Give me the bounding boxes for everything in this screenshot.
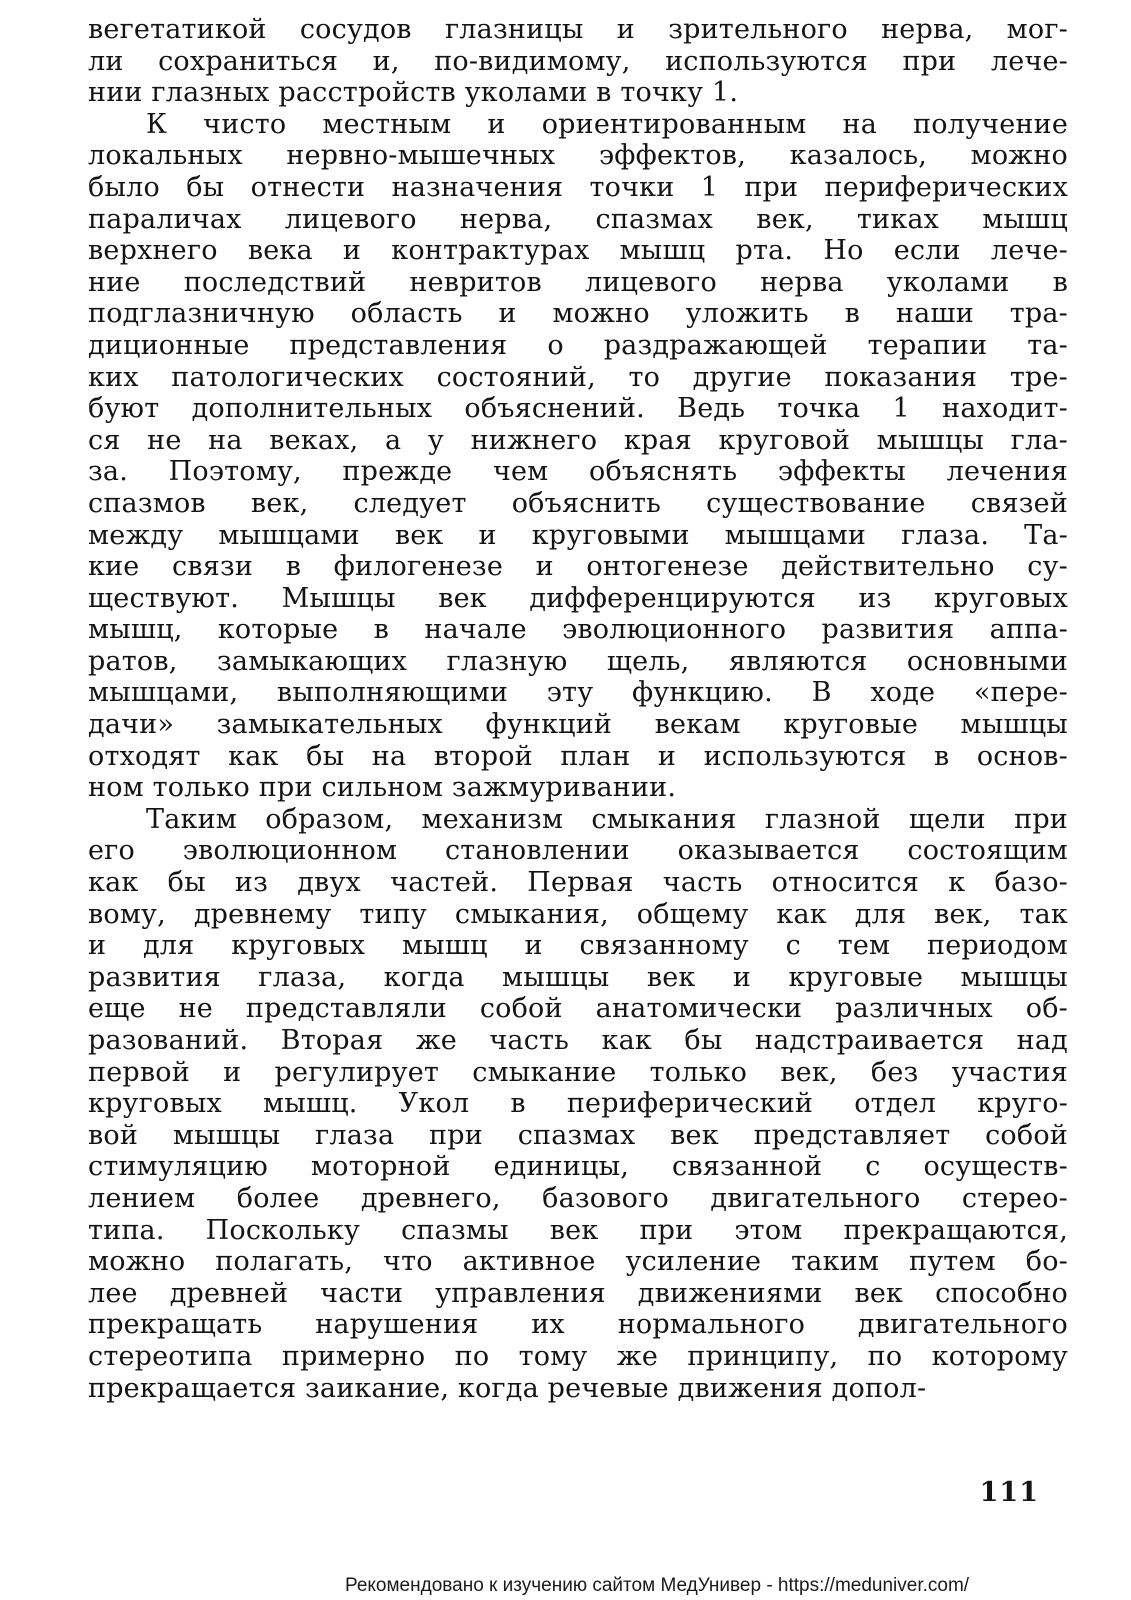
- text-line: ся не на веках, а у нижнего края круговой мышцы гла-: [88, 424, 1068, 456]
- text-line: вой мышцы глаза при спазмах век представляет собой: [88, 1119, 1068, 1151]
- text-line: ких патологических состояний, то другие показания тре-: [88, 361, 1068, 393]
- text-line: лее древней части управления движениями век способно: [88, 1277, 1068, 1309]
- text-line: отходят как бы на второй план и используются в основ-: [88, 740, 1068, 772]
- text-line: нии глазных расстройств уколами в точку 1.: [88, 77, 739, 109]
- text-line: за. Поэтому, прежде чем объяснять эффекты лечения: [88, 456, 1068, 488]
- text-line: локальных нервно-мышечных эффектов, казалось, можно: [88, 140, 1068, 172]
- text-line: первой и регулирует смыкание только век, без участия: [88, 1056, 1068, 1088]
- text-line: кие связи в филогенезе и онтогенезе действительно су-: [88, 551, 1068, 583]
- text-line: параличах лицевого нерва, спазмах век, тиках мышц: [88, 203, 1068, 235]
- text-line: между мышцами век и круговыми мышцами глаза. Та-: [88, 519, 1068, 551]
- text-line: ном только при сильном зажмуривании.: [88, 772, 677, 804]
- text-line: ществуют. Мышцы век дифференцируются из круговых: [88, 582, 1068, 614]
- text-line: развития глаза, когда мышцы век и круговые мышцы: [88, 961, 1068, 993]
- text-line: верхнего века и контрактурах мышц рта. Но если лече-: [88, 235, 1068, 267]
- text-line: разований. Вторая же часть как бы надстраивается над: [88, 1025, 1068, 1056]
- text-line: как бы из двух частей. Первая часть относится к базо-: [88, 867, 1068, 899]
- text-line: было бы отнести назначения точки 1 при периферических: [88, 171, 1068, 203]
- text-line: можно полагать, что активное усиление таким путем бо-: [88, 1246, 1068, 1278]
- text-line: прекращать нарушения их нормального двигательного: [88, 1309, 1068, 1341]
- text-line: мышц, которые в начале эволюционного развития аппа-: [88, 614, 1068, 646]
- page-number: 111: [979, 1477, 1039, 1508]
- text-line: вому, древнему типу смыкания, общему как для век, так: [88, 898, 1068, 930]
- text-line: его эволюционном становлении оказывается состоящим: [88, 835, 1068, 867]
- footer-watermark: Рекомендовано к изучению сайтом МедУнивер - https://meduniver.com/: [345, 1575, 970, 1596]
- text-line: ратов, замыкающих глазную щель, являются основными: [88, 645, 1068, 677]
- text-line: вегетатикой сосудов глазницы и зрительного нерва, мог-: [88, 14, 1068, 45]
- text-line: прекращается заикание, когда речевые движения допол-: [88, 1372, 927, 1404]
- text-line: дачи» замыкательных функций векам круговые мышцы: [88, 709, 1068, 741]
- text-line: Таким образом, механизм смыкания глазной щели при: [146, 803, 1068, 835]
- text-line: подглазничную область и можно уложить в наши тра-: [88, 298, 1068, 330]
- text-line: и для круговых мышц и связанному с тем периодом: [88, 930, 1068, 962]
- text-line: буют дополнительных объяснений. Ведь точка 1 находит-: [88, 393, 1068, 425]
- text-line: лением более древнего, базового двигательного стерео-: [88, 1182, 1068, 1214]
- text-line: круговых мышц. Укол в периферический отдел круго-: [88, 1088, 1068, 1120]
- text-line: мышцами, выполняющими эту функцию. В ходе «пере-: [88, 677, 1068, 709]
- text-line: К чисто местным и ориентированным на получение: [146, 108, 1068, 140]
- text-line: спазмов век, следует объяснить существование связей: [88, 487, 1068, 519]
- text-line: типа. Поскольку спазмы век при этом прекращаются,: [88, 1214, 1068, 1246]
- text-line: стереотипа примерно по тому же принципу, по которому: [88, 1340, 1068, 1372]
- text-line: диционные представления о раздражающей терапии та-: [88, 329, 1068, 361]
- text-line: ние последствий невритов лицевого нерва уколами в: [88, 266, 1068, 298]
- text-line: еще не представляли собой анатомически различных об-: [88, 993, 1068, 1025]
- text-line: стимуляцию моторной единицы, связанной с осуществ-: [88, 1151, 1068, 1183]
- body-text: [88, 14, 1068, 1404]
- text-line: ли сохраниться и, по-видимому, используются при лече-: [88, 45, 1068, 77]
